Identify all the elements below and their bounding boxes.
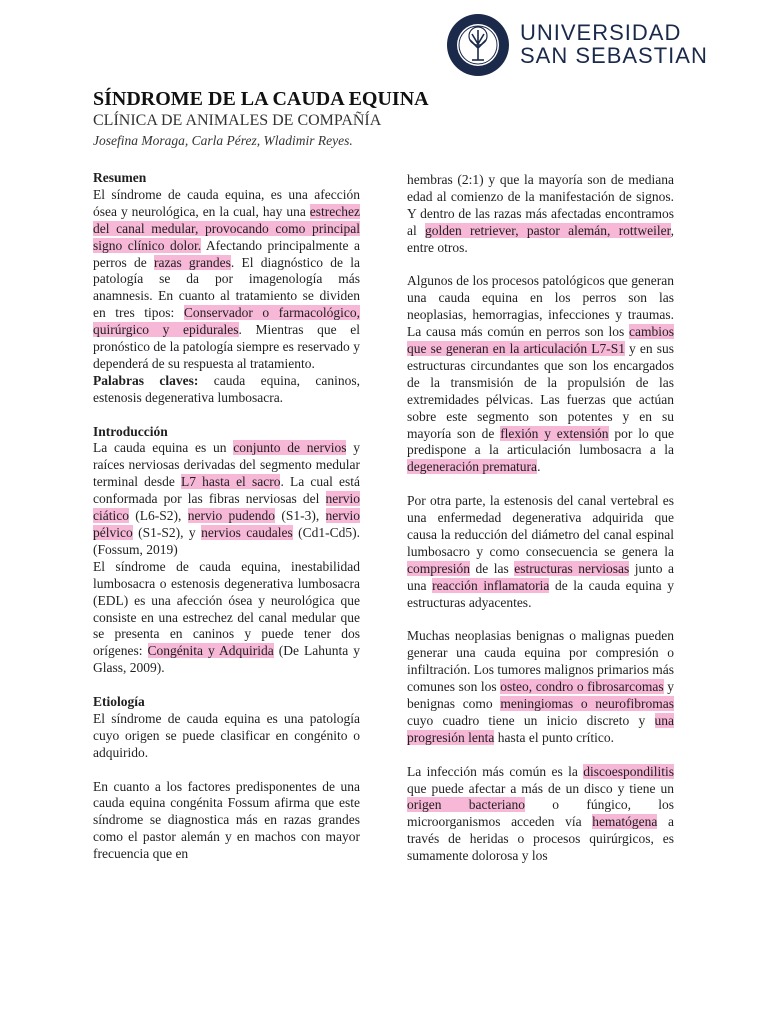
text-run: de las: [470, 560, 515, 576]
highlight: origen bacteriano: [407, 797, 525, 813]
highlight: estrechez del canal medular, provocando como principal signo clínico dolor.: [93, 203, 360, 253]
intro-paragraph-2: [93, 559, 360, 677]
text-run: (L6-S2),: [128, 508, 188, 524]
page-subtitle: CLÍNICA DE ANIMALES DE COMPAÑÍA: [93, 112, 382, 129]
text-run: hembras (2:1) y que la mayoría son de mediana edad al comienzo de la manifestación de signos. Y dentro de las razas más afectadas encontramos al: [407, 172, 674, 238]
intro-paragraph-1: [93, 440, 360, 558]
text-run: (Cd1-Cd5). (Fossum, 2019): [93, 525, 360, 557]
resumen-paragraph: [93, 187, 360, 373]
text-run: La cauda equina es un: [93, 440, 234, 456]
highlight: flexión y extensión: [500, 425, 609, 441]
etiologia-paragraph-2: En cuanto a los factores predisponentes de una cauda equina congénita Fossum afirma que este síndrome se diagnostica más en razas grandes como el pastor alemán y en machos con mayor frecuencia que en: [93, 778, 360, 862]
keywords-paragraph: [93, 373, 360, 407]
highlight: conjunto de nervios: [233, 440, 347, 456]
right-column: [407, 172, 674, 865]
text-run: Muchas neoplasias benignas o malignas pueden generar una cauda equina por compresión o infiltración. Los tumores malignos primarios más comunes son los: [407, 628, 674, 695]
university-name-line1: UNIVERSIDAD: [520, 20, 682, 45]
highlight: reacción inflamatoria: [432, 577, 550, 593]
text-run: Afectando principalmente a perros de: [93, 237, 360, 270]
text-run: .: [537, 459, 541, 475]
text-run: cuyo cuadro tiene un inicio discreto y: [407, 712, 655, 728]
highlight: una progresión lenta: [407, 712, 674, 745]
right-paragraph-1: [407, 172, 674, 257]
right-paragraph-5: [407, 764, 674, 865]
university-seal-icon: [445, 12, 511, 78]
highlight: L7 hasta el sacro: [181, 474, 281, 490]
text-run: y raíces nerviosas derivadas del segmento medular terminal desde: [93, 440, 360, 490]
highlight: compresión: [407, 560, 470, 576]
text-run: de la cauda equina y estructuras adyacentes.: [407, 577, 675, 610]
text-run: , entre otros.: [407, 222, 675, 255]
highlight: golden retriever, pastor alemán, rottweiler: [425, 222, 671, 238]
text-run: . El diagnóstico de la patología se da por imagenología más anamnesis. En cuanto al tratamiento se dividen en tres tipos:: [93, 254, 360, 321]
highlight: estructuras nerviosas: [514, 560, 630, 576]
text-run: y en sus estructuras circundantes que son los encargados de la transmisión de la propulsión de las extremidades pélvicas. Las fuerzas que actúan sobre este segmento son potentes y en su mayoría son de: [407, 341, 674, 441]
text-run: que puede afectar a más de un disco y tiene un: [407, 780, 674, 796]
text-run: (S1-3),: [275, 508, 326, 524]
etiologia-heading: Etiología: [93, 694, 145, 710]
left-column: [93, 170, 360, 863]
text-run: Por otra parte, la estenosis del canal vertebral es una enfermedad degenerativa adquirida que causa la reducción del diámetro del canal espinal lumbosacro y como consecuencia se genera la: [407, 493, 674, 559]
authors-line: Josefina Moraga, Carla Pérez, Wladimir Reyes.: [93, 133, 353, 148]
text-run: (De Lahunta y Glass, 2009).: [93, 643, 360, 676]
highlight: razas grandes: [153, 254, 231, 270]
highlight: discoespondilitis: [583, 763, 674, 779]
text-run: La infección más común es la: [407, 763, 584, 779]
text-run: . Mientras que el pronóstico de la patología siempre es reservado y dependerá de su respuesta al tratamiento.: [93, 322, 361, 371]
highlight: nervio ciático: [93, 491, 360, 524]
highlight: Conservador o farmacológico, quirúrgico y epidurales: [93, 305, 360, 338]
resumen-heading: Resumen: [93, 170, 147, 185]
right-paragraph-4: [407, 628, 674, 746]
highlight: degeneración prematura: [407, 459, 538, 475]
page-title: SÍNDROME DE LA CAUDA EQUINA: [93, 88, 429, 110]
text-run: El síndrome de cauda equina, inestabilidad lumbosacra o estenosis degenerativa lumbosacra (EDL) es una afección ósea y neurológica que consiste en una estrechez del canal medular que se presenta en caninos y puede tener dos orígenes:: [93, 558, 360, 659]
keywords-label: Palabras claves:: [93, 372, 199, 388]
text-run: . La cual está conformada por las fibras nerviosas del: [93, 474, 360, 507]
highlight: meningiomas o neurofibromas: [500, 696, 675, 712]
highlight: nervio pélvico: [93, 508, 360, 541]
intro-heading: Introducción: [93, 423, 168, 439]
etiologia-paragraph-1: El síndrome de cauda equina es una patología cuyo origen se puede clasificar en congénito o adquirido.: [93, 710, 360, 760]
university-name-line2: SAN SEBASTIAN: [520, 43, 708, 68]
text-run: por lo que predispone a la articulación lumbosacra a la: [407, 425, 674, 458]
highlight: nervios caudales: [201, 525, 293, 541]
highlight: osteo, condro o fibrosarcomas: [500, 679, 664, 695]
text-run: junto a una: [407, 560, 674, 593]
keywords-text: cauda equina, caninos, estenosis degenerativa lumbosacra.: [93, 372, 360, 405]
highlight: cambios que se generan en la articulación L7-S1: [407, 324, 674, 357]
highlight: hematógena: [592, 814, 658, 830]
text-run: (S1-S2), y: [132, 525, 202, 541]
university-logo: [445, 12, 708, 82]
text-run: hasta el punto crítico.: [494, 729, 614, 745]
highlight: nervio pudendo: [187, 508, 276, 524]
text-run: o fúngico, los microorganismos acceden vía: [407, 797, 674, 830]
text-run: y benignas como: [407, 679, 674, 712]
highlight: Congénita y Adquirida: [147, 643, 274, 659]
text-run: Algunos de los procesos patológicos que generan una cauda equina en los perros son las neoplasias, hemorragias, infecciones y traumas. La causa más común en perros son los: [407, 273, 674, 340]
text-run: El síndrome de cauda equina, es una afección ósea y neurológica, en la cual, hay una: [93, 186, 360, 219]
text-run: a través de heridas o procesos quirúrgicos, es sumamente dolorosa y los: [407, 814, 674, 864]
right-paragraph-2: [407, 273, 674, 476]
right-paragraph-3: [407, 493, 674, 611]
